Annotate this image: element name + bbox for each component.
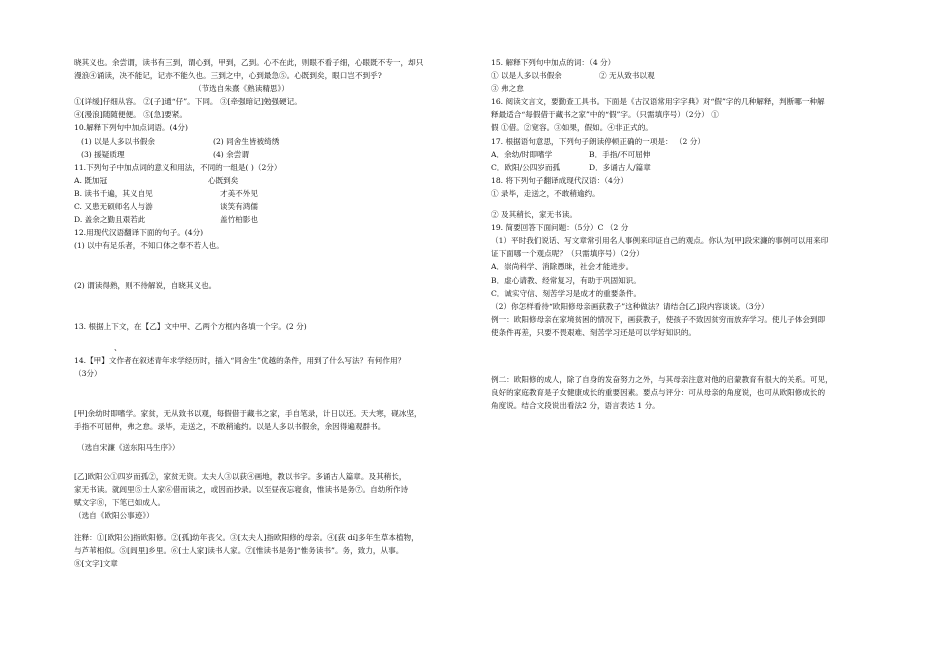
question-19-option: C．诚实守信、刻苦学习是成才的重要条件。 — [491, 288, 642, 298]
option-left: D. 盖余之勤且艰若此 — [74, 215, 146, 225]
question-11-title: 11.下列句子中加点词的意义和用法，不同的一组是( )（2分） — [74, 162, 282, 172]
answer-example-1: 使条件再差，只要不畏艰难、刻苦学习还是可以学好知识的。 — [491, 327, 697, 337]
question-17-option: D．多诵古人/篇章 — [589, 162, 651, 172]
source-note: （选自宋濂《送东阳马生序》） — [77, 443, 180, 453]
annotation-line: ⑧[文字]文章 — [74, 558, 118, 568]
option-right: 才美不外见 — [220, 188, 258, 198]
question-12-sentence-2: (2) 谓读得熟，则不待解说，自晓其义也。 — [74, 281, 217, 291]
question-15-item: ① 以是人多以书假余 — [491, 71, 562, 81]
question-10-title: 10.解释下列句中加点词语。(4分) — [74, 123, 188, 133]
question-19-option: B．虚心请教、经常复习，有助于巩固知识。 — [491, 275, 641, 285]
option-right: 心既到矣 — [208, 175, 239, 185]
annotation-line: 注释：①[欧阳公]指欧阳修。②[孤]幼年丧父。③[太夫人]指欧阳修的母亲。④[荻 dí]多年生草本植物， — [74, 532, 419, 542]
passage-yi-line: 家无书读。就闾里⑤士人家⑥借而读之，或因而抄录。以至昼夜忘寝食，惟读书是务⑦。自幼所作诗 — [74, 485, 409, 495]
passage-line: 漫浪④诵读，决不能记，记亦不能久也。三到之中，心到最急⑤。心既到矣，眼口岂不到乎? — [74, 71, 382, 81]
passage-jia-line: 手指不可屈伸，弗之怠。录毕，走送之，不敢稍逾约。以是人多以书假余，余因得遍观群书。 — [74, 421, 386, 431]
question-19-part-1: （1）平时我们说话、写文章常引用名人事例来印证自己的观点。你认为[甲]段宋濂的事例可以用来印 — [491, 236, 829, 246]
question-18-title: 18. 将下列句子翻译成现代汉语：（4分） — [491, 175, 629, 185]
right-column — [491, 56, 887, 412]
source-note: （节选自朱熹《熟读精思》） — [194, 84, 289, 94]
question-11-option — [74, 213, 466, 226]
question-15-item: ② 无从致书以观 — [599, 71, 655, 81]
answer-example-2: 良好的家庭教育是子女健康成长的重要因素。要点与评分：可从母亲的角度说，也可从欧阳修成长的 — [491, 388, 826, 398]
passage-jia-line: [甲]余幼时即嗜学。家贫，无从致书以观，每假借于藏书之家，手自笔录，计日以还。天大寒，砚冰坚， — [74, 408, 422, 418]
question-10-item: (2) 同舍生皆被绮绣 — [213, 136, 280, 146]
question-10-row — [74, 148, 466, 161]
annotation-line: ①[详缓]仔细从容。 ②[子]通“仔”。下同。 ③[牵强暗记]勉强硬记。 — [74, 97, 302, 107]
question-13: 13. 根据上下文，在【乙】文中甲、乙两个方框内各填一个字。(2 分) — [74, 321, 307, 331]
question-10-item: (1) 以是人多以书假余 — [81, 136, 155, 146]
answer-example-1: 例一：欧阳修母亲在家境贫困的情况下，画荻教子，使孩子不致因贫穷而放弃学习。使儿子体会到即 — [491, 314, 826, 324]
question-14-line: 14.【甲】文作者在叙述青年求学经历时，插入“同舍生”优越的条件，用到了什么写法？有何作用？ — [74, 355, 406, 365]
passage-line: 晓其义也。余尝谓，读书有三到，谓心到，甲到，乙到。心不在此，则眼不看子细，心眼既不专一，却只 — [74, 58, 424, 67]
option-right: 谈笑有鸿儒 — [220, 202, 258, 212]
question-15-title: 15. 解释下列句中加点的词：（4 分） — [491, 58, 616, 67]
question-19-title: 19. 简要回答下面问题：（5分）C （2 分 — [491, 223, 629, 233]
question-12-title: 12.用现代汉语翻译下面的句子。(4分) — [74, 228, 204, 238]
question-17-option: B．手指/不可屈伸 — [589, 149, 651, 159]
question-10-row — [74, 135, 466, 148]
question-10-item: (3) 援疑质理 — [81, 149, 125, 159]
left-column — [74, 56, 466, 570]
question-11-option — [74, 200, 466, 213]
question-14-line: （3分） — [74, 368, 102, 378]
stray-mark: 、 — [114, 342, 122, 352]
answer-example-2: 角度说。结合文段说出看法2 分，语言表达 1 分。 — [491, 401, 660, 411]
question-17-option: A．余幼/时即嗜学 — [491, 149, 553, 159]
option-left: A. 既加冠 — [74, 175, 108, 185]
question-15-row — [491, 69, 887, 82]
option-left: C. 又患无硕师名人与游 — [74, 202, 153, 212]
answer-example-2: 例二：欧阳修的成人，除了自身的发奋努力之外，与其母亲注意对他的启蒙教育有很大的关系。可见， — [491, 374, 833, 384]
source-note: （选自《欧阳公事迹》） — [74, 511, 154, 521]
option-left: B. 读书千遍，其义自见 — [74, 188, 153, 198]
question-18-sentence-2: ② 及其稍长，家无书读。 — [491, 210, 577, 220]
question-17-title: 17. 根据语句意思，下列句子朗读停顿正确的一项是： （2 分） — [491, 136, 705, 146]
annotation-line: ④[漫浪]随随便便。 ⑤[急]要紧。 — [74, 110, 187, 120]
question-17-option: C．欧阳/公四岁而孤 — [491, 162, 561, 172]
question-12-sentence-1: (1) 以中有足乐者，不知口体之奉不若人也。 — [74, 241, 224, 251]
question-19-option: A．崇尚科学、消除愚昧，社会才能进步。 — [491, 262, 634, 272]
question-15-item: ③ 弗之怠 — [491, 84, 524, 94]
annotation-line: 与芦苇相似。⑤[闾里]乡里。⑥[士人家]读书人家。⑦[惟读书是务]“惟务读书”。务，致力，从事。 — [74, 545, 404, 555]
question-10-item: (4) 余尝谓 — [213, 149, 249, 159]
question-17-row — [491, 148, 887, 161]
question-11-option — [74, 187, 466, 200]
option-right: 盖竹柏影也 — [220, 215, 258, 225]
question-17-row — [491, 161, 887, 174]
question-18-sentence-1: ① 录毕，走送之，不敢稍逾约。 — [491, 188, 600, 198]
question-16-line: 假 ①借。②宽容。③如果，假如。④非正式的。 — [491, 123, 653, 133]
question-19-part-2: （2）你怎样看待“欧阳修母亲画荻教子”这种做法？请结合[乙]段内容谈谈。（3分） — [491, 301, 769, 311]
passage-yi-line: 赋文字⑧，下笔已如成人。 — [74, 498, 166, 508]
passage-yi-line: [乙]欧阳公①四岁而孤②，家贫无资。太夫人③以荻④画地，教以书字。多诵古人篇章。及其稍长， — [74, 472, 407, 482]
question-16-line: 释最适合“每假借于藏书之家”中的“假”字。（只需填序号）（2分） ① — [491, 110, 719, 120]
question-16-line: 16. 阅读文言文，要勤查工具书。下面是《古汉语常用字字典》对“假”字的几种解释，判断哪一种解 — [491, 97, 825, 107]
question-19-part-1: 证下面哪一个观点呢？（只需填序号）（2分） — [491, 249, 644, 259]
question-11-option — [74, 174, 466, 187]
